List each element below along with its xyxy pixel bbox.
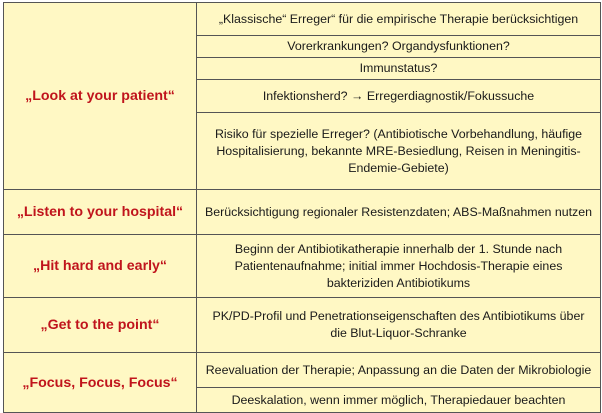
- criterion-cell: PK/PD-Profil und Penetrationseigenschaften des Antibiotikums über die Blut-Liquor-Schranke: [197, 298, 601, 353]
- criterion-cell: Immunstatus?: [197, 58, 601, 80]
- table-row: [4, 235, 601, 298]
- table-row: [4, 353, 601, 388]
- criterion-cell: Deeskalation, wenn immer möglich, Therapiedauer beachten: [197, 388, 601, 413]
- motto-get-to-the-point: „Get to the point“: [4, 298, 197, 353]
- table-row: [4, 3, 601, 36]
- criterion-cell: Vorerkrankungen? Organdysfunktionen?: [197, 36, 601, 58]
- criterion-cell: Risiko für spezielle Erreger? (Antibiotische Vorbehandlung, häufige Hospitalisierung, bekannte MRE-Besiedlung, Reisen in Meningitis-Endemie-Gebiete): [197, 113, 601, 190]
- motto-listen-to-your-hospital: „Listen to your hospital“: [4, 190, 197, 235]
- criterion-cell: Berücksichtigung regionaler Resistenzdaten; ABS-Maßnahmen nutzen: [197, 190, 601, 235]
- criterion-cell: „Klassische“ Erreger“ für die empirische Therapie berücksichtigen: [197, 3, 601, 36]
- motto-focus-focus-focus: „Focus, Focus, Focus“: [4, 353, 197, 413]
- table-row: [4, 298, 601, 353]
- antibiotic-principles-table: [3, 2, 601, 413]
- criterion-cell: Beginn der Antibiotikatherapie innerhalb der 1. Stunde nach Patientenaufnahme; initial immer Hochdosis-Therapie eines bakteriziden Antibiotikums: [197, 235, 601, 298]
- motto-hit-hard-and-early: „Hit hard and early“: [4, 235, 197, 298]
- criterion-cell: Infektionsherd? → Erregerdiagnostik/Fokussuche: [197, 80, 601, 113]
- table-row: [4, 190, 601, 235]
- criterion-cell: Reevaluation der Therapie; Anpassung an die Daten der Mikrobiologie: [197, 353, 601, 388]
- motto-look-at-your-patient: „Look at your patient“: [4, 3, 197, 190]
